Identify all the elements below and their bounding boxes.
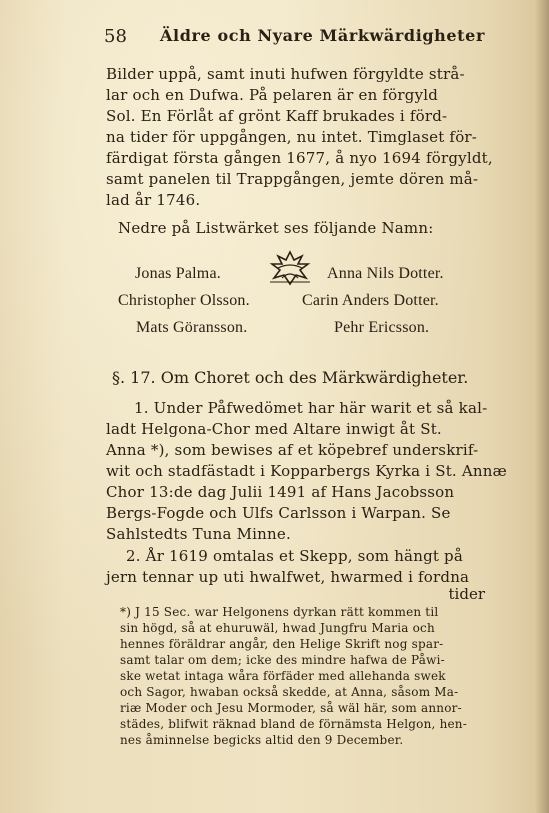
name-christopher-olsson: Christopher Olsson.: [118, 292, 250, 309]
paragraph2-line: ladt Helgona-Chor med Altare inwigt åt St.: [106, 420, 442, 438]
footnote-line: ske wetat intaga wåra förfäder med allehanda swek: [120, 669, 446, 683]
name-anna-nils-dotter: Anna Nils Dotter.: [327, 265, 444, 282]
footnote-line: hennes föräldrar angår, den Helige Skrift nog spar-: [120, 637, 444, 651]
paragraph1-line: na tider för uppgången, nu intet. Timglaset för-: [106, 128, 478, 146]
footnote-line: samt talar om dem; icke des mindre hafwa de Påwi-: [120, 653, 445, 667]
paragraph2-line: 1. Under Påfwedömet har här warit et så kal-: [134, 399, 488, 417]
section-heading: §. 17. Om Choret och des Märkwärdigheter.: [112, 368, 469, 387]
paragraph1-line: Sol. En Förlåt af grönt Kaff brukades i förd-: [106, 107, 448, 125]
page-number: 58: [104, 26, 127, 47]
footnote-line: riæ Moder och Jesu Mormoder, så wäl här, som annor-: [120, 701, 462, 715]
footnote-line: sin högd, så at ehuruwäl, hwad Jungfru Maria och: [120, 621, 435, 635]
name-carin-anders-dotter: Carin Anders Dotter.: [302, 292, 439, 309]
paragraph2-line: wit och stadfästadt i Kopparbergs Kyrka i St. Annæ: [106, 462, 507, 480]
paragraph3-line: jern tennar up uti hwalfwet, hwarmed i fordna: [106, 568, 470, 586]
footnote-line: och Sagor, hwaban också skedde, at Anna, såsom Ma-: [120, 685, 459, 699]
paragraph1-line: Bilder uppå, samt inuti hufwen förgyldte strå-: [106, 65, 465, 83]
footnote-line: städes, blifwit räknad bland de förnämsta Helgon, hen-: [120, 717, 467, 731]
paragraph1-line: lad år 1746.: [106, 191, 201, 209]
name-pehr-ericsson: Pehr Ericsson.: [334, 319, 430, 336]
name-jonas-palma: Jonas Palma.: [135, 265, 221, 282]
running-title: Äldre och Nyare Märkwärdigheter: [160, 26, 485, 45]
footnote-line: nes åminnelse begicks altid den 9 December.: [120, 733, 404, 747]
paragraph2-line: Sahlstedts Tuna Minne.: [106, 525, 291, 543]
paragraph2-line: Anna *), som bewises af et köpebref underskrif-: [106, 441, 479, 459]
paragraph3-line: 2. År 1619 omtalas et Skepp, som hängt på: [126, 547, 464, 565]
paragraph2-line: Bergs-Fogde och Ulfs Carlsson i Warpan. Se: [106, 504, 451, 522]
names-intro: Nedre på Listwärket ses följande Namn:: [118, 219, 434, 237]
paragraph1-line: lar och en Dufwa. På pelaren är en förgyld: [106, 86, 439, 104]
paragraph2-line: Chor 13:de dag Julii 1491 af Hans Jacobsson: [106, 483, 455, 501]
catchword: tider: [448, 585, 485, 603]
paragraph1-line: samt panelen til Trappgången, jemte dören må-: [106, 170, 479, 188]
name-mats-goransson: Mats Göransson.: [136, 319, 248, 336]
footnote-line: *) J 15 Sec. war Helgonens dyrkan rätt kommen til: [120, 605, 439, 619]
coat-of-arms-icon: [260, 248, 320, 288]
paragraph1-line: färdigat första gången 1677, å nyo 1694 förgyldt,: [106, 149, 493, 167]
